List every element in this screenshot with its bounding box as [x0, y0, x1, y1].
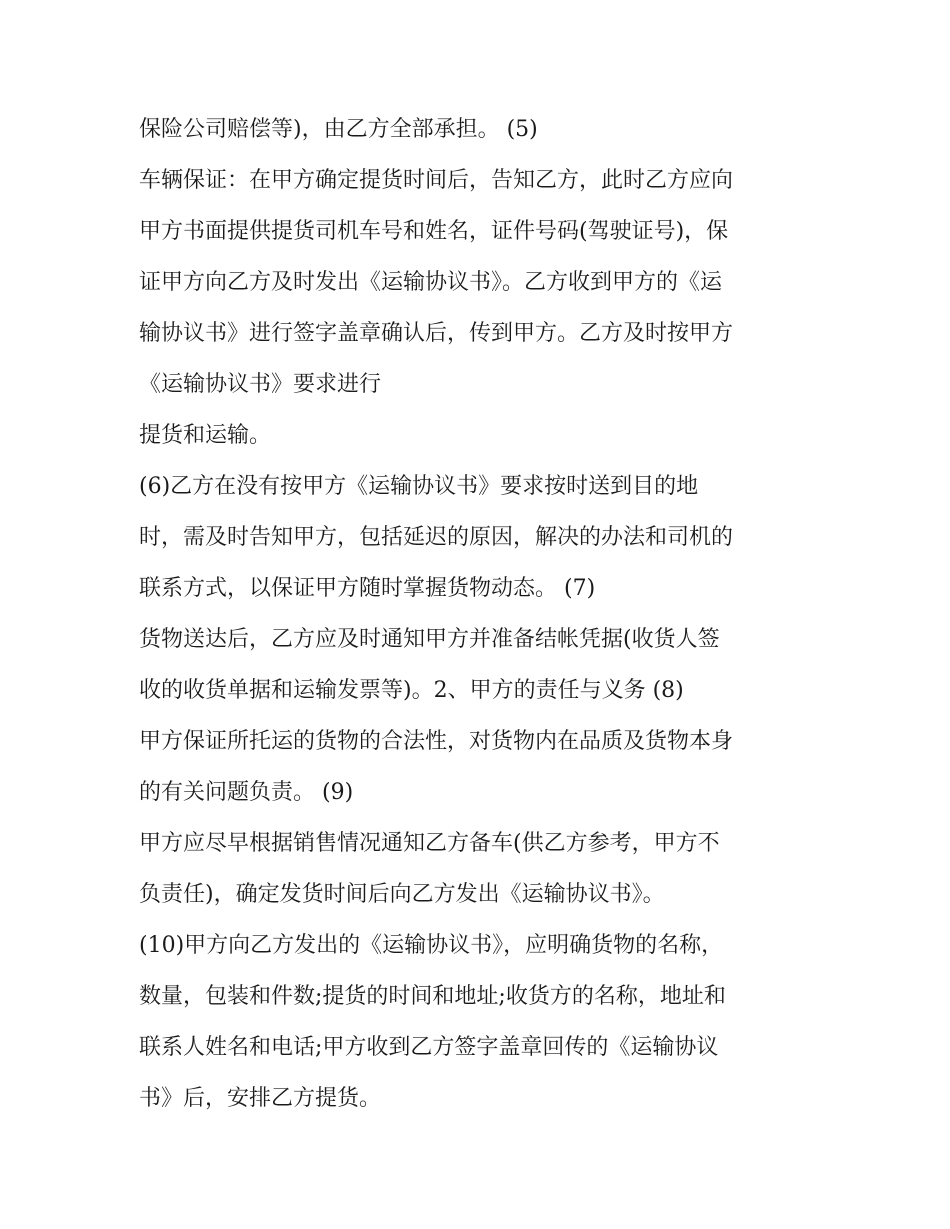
text-line: 负责任)，确定发货时间后向乙方发出《运输协议书》。 — [139, 882, 665, 907]
text-line: 输协议书》进行签字盖章确认后，传到甲方。乙方及时按甲方 — [139, 321, 734, 346]
text-line: 书》后，安排乙方提货。 — [139, 1086, 382, 1111]
document-body — [139, 108, 829, 1128]
text-line: 货物送达后，乙方应及时通知甲方并准备结帐凭据(收货人签 — [139, 627, 720, 652]
text-line: 《运输协议书》要求进行 — [139, 372, 382, 397]
text-line: 时，需及时告知甲方，包括延迟的原因，解决的办法和司机的 — [139, 525, 734, 550]
text-line: 甲方应尽早根据销售情况通知乙方备车(供乙方参考，甲方不 — [139, 831, 720, 856]
text-line: (10)甲方向乙方发出的《运输协议书》，应明确货物的名称， — [139, 933, 724, 958]
text-line: 甲方书面提供提货司机车号和姓名，证件号码(驾驶证号)，保 — [139, 219, 729, 244]
text-line: 证甲方向乙方及时发出《运输协议书》。乙方收到甲方的《运 — [139, 270, 723, 295]
text-line: (6)乙方在没有按甲方《运输协议书》要求按时送到目的地 — [139, 474, 699, 499]
text-line: 提货和运输。 — [139, 423, 272, 448]
text-line: 的有关问题负责。 (9) — [139, 780, 354, 805]
text-line: 甲方保证所托运的货物的合法性，对货物内在品质及货物本身 — [139, 729, 734, 754]
text-line: 收的收货单据和运输发票等)。2、甲方的责任与义务 (8) — [139, 678, 684, 703]
text-line: 联系方式，以保证甲方随时掌握货物动态。 (7) — [139, 576, 596, 601]
text-line: 联系人姓名和电话;甲方收到乙方签字盖章回传的《运输协议 — [139, 1035, 719, 1060]
text-line: 车辆保证：在甲方确定提货时间后，告知乙方，此时乙方应向 — [139, 168, 734, 193]
text-line: 数量，包装和件数;提货的时间和地址;收货方的名称，地址和 — [139, 984, 726, 1009]
text-line: 保险公司赔偿等)，由乙方全部承担。 (5) — [139, 117, 538, 142]
